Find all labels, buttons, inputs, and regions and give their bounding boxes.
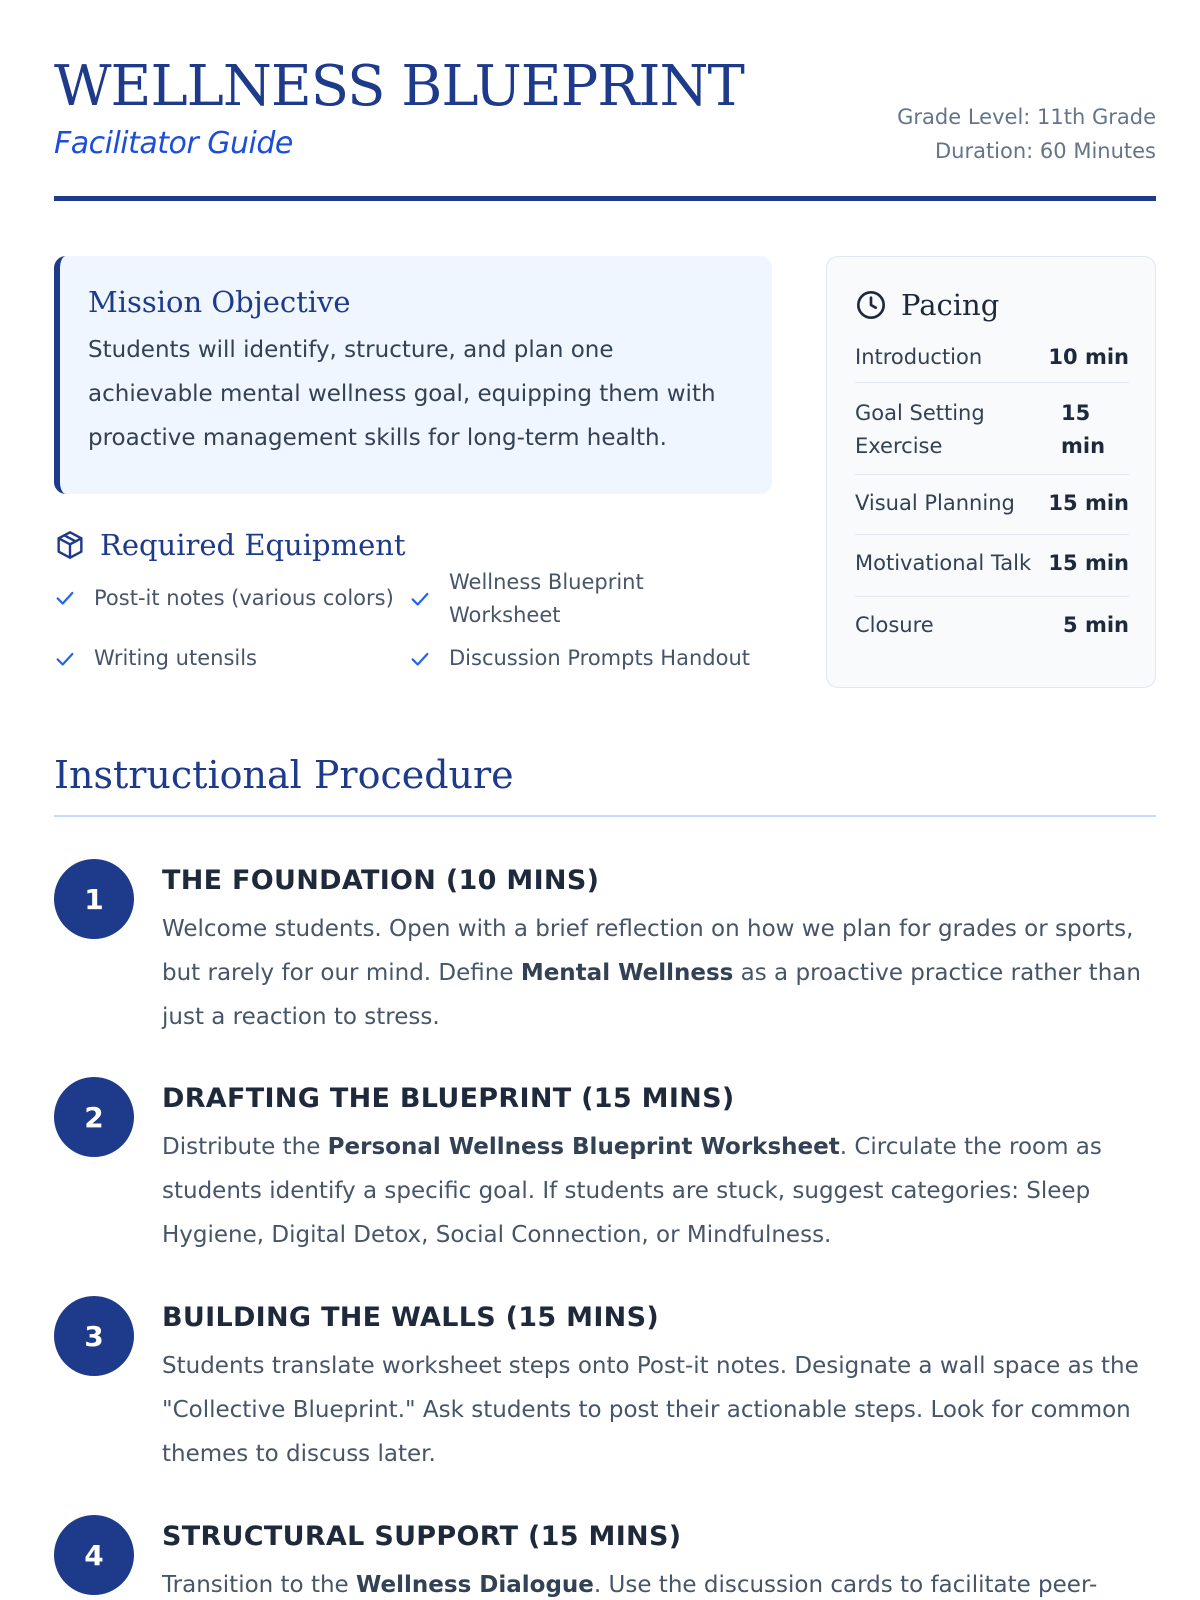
step-number-badge: 2 [54,1077,134,1157]
equipment-heading-row [54,524,406,566]
step-text: . Use the discussion cards to facilitate peer- [593,1572,1098,1598]
pacing-heading-row [855,285,999,325]
document-page [54,0,1156,1600]
pacing-row-label: Visual Planning [855,491,1015,515]
equipment-heading: Required Equipment [100,528,406,562]
step-text: as a proactive practice rather than just a reaction to stress. [162,960,1141,1030]
procedure-divider [54,815,1156,817]
step-description [162,1563,1156,1600]
step-title: BUILDING THE WALLS (15 MINS) [162,1302,659,1333]
procedure-step [54,1296,1156,1476]
pacing-row-time: 15 min [1048,551,1129,575]
document-header [54,52,1156,202]
step-text: Students translate worksheet steps onto Post-it notes. Designate a wall space as the "Collective Blueprint." Ask students to post their actionable steps. Look for common themes to discuss later. [162,1353,1139,1467]
pacing-row [855,475,1129,535]
pacing-row [855,535,1129,597]
equipment-item-label: Post-it notes (various colors) [94,585,394,610]
equipment-item [409,566,709,632]
pacing-row-label: Goal Setting Exercise [855,401,985,458]
equipment-item [54,580,394,616]
mission-heading: Mission Objective [88,285,351,319]
pacing-row [855,597,1129,657]
pacing-row-label: Closure [855,613,934,637]
procedure-step [54,1515,1156,1600]
equipment-item-label: Writing utensils [94,646,257,670]
pacing-heading: Pacing [901,288,1000,322]
equipment-item-label: Wellness Blueprint Worksheet [449,570,644,627]
step-description [162,1344,1156,1476]
step-text: Distribute the [162,1134,328,1160]
step-emphasis: Wellness Dialogue [356,1572,594,1598]
package-icon [54,529,86,561]
document-title: WELLNESS BLUEPRINT [54,54,744,119]
step-title: DRAFTING THE BLUEPRINT (15 MINS) [162,1083,735,1114]
check-icon [409,588,431,610]
clock-icon [855,289,887,321]
step-text: Transition to the [162,1572,356,1598]
pacing-row-label: Motivational Talk [855,551,1032,575]
equipment-item [409,642,750,675]
step-description [162,907,1156,1039]
equipment-item-label: Discussion Prompts Handout [449,646,750,670]
step-number-badge: 4 [54,1515,134,1595]
pacing-row-time: 5 min [1063,613,1129,637]
pacing-row [855,383,1129,475]
mission-objective-card [54,256,772,494]
pacing-row-time: 15 min [1048,491,1129,515]
pacing-row-time: 15 min [1061,401,1106,458]
step-text: Welcome students. Open with a brief reflection on how we plan for grades or sports, but rarely for our mind. Define [162,916,1134,986]
pacing-row-time: 10 min [1048,345,1129,369]
document-subtitle: Facilitator Guide [54,126,293,161]
lesson-meta [897,100,1156,168]
pacing-row-label: Introduction [855,345,983,369]
step-title: THE FOUNDATION (10 MINS) [162,865,600,896]
pacing-row [855,335,1129,383]
mission-text: Students will identify, structure, and plan one achievable mental wellness goal, equipping them with proactive management skills for long-term health. [88,337,716,451]
step-description [162,1125,1156,1257]
check-icon [54,648,76,670]
step-text: . Circulate the room as students identify a specific goal. If students are stuck, suggest categories: Sleep Hygiene, Digital Detox, Social Connection, or Mindfulness. [162,1134,1102,1248]
step-emphasis: Personal Wellness Blueprint Worksheet [327,1134,840,1160]
step-number-badge: 1 [54,859,134,939]
check-icon [54,587,76,609]
step-number-badge: 3 [54,1296,134,1376]
procedure-step [54,859,1156,1039]
check-icon [409,648,431,670]
procedure-step [54,1077,1156,1257]
procedure-heading: Instructional Procedure [54,753,514,797]
pacing-card [826,256,1156,688]
duration: Duration: 60 Minutes [934,139,1156,163]
grade-level: Grade Level: 11th Grade [897,105,1156,129]
equipment-item [54,642,257,675]
header-divider [54,196,1156,201]
step-title: STRUCTURAL SUPPORT (15 MINS) [162,1521,682,1552]
step-emphasis: Mental Wellness [520,960,734,986]
